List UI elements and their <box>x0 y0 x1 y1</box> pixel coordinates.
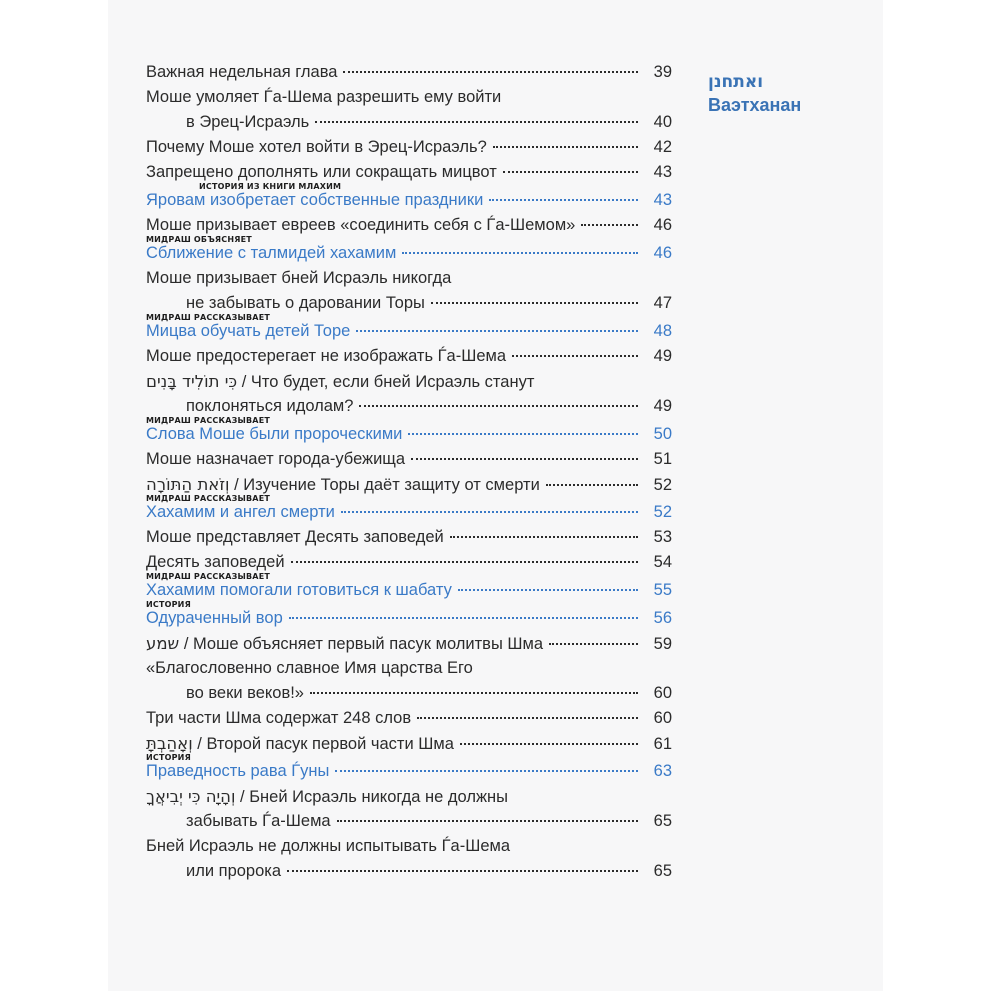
entry-title: / Изучение Торы даёт защиту от смерти <box>229 476 540 494</box>
toc-entry[interactable] <box>146 753 672 784</box>
page-number: 46 <box>653 244 672 262</box>
entry-title: Одураченный вор <box>146 609 283 627</box>
entry-title: / Что будет, если бней Исраэль станут <box>237 373 535 391</box>
entry-line <box>146 241 672 266</box>
entry-line <box>146 135 672 160</box>
leader-dots <box>458 589 638 591</box>
entry-title: не забывать о даровании Торы <box>186 294 425 312</box>
leader-dots <box>291 561 638 563</box>
page-number: 43 <box>653 163 672 181</box>
entry-kicker: ИСТОРИЯ ИЗ КНИГИ МЛАХИМ <box>199 182 342 191</box>
entry-kicker: МИДРАШ РАССКАЗЫВАЕТ <box>146 494 271 503</box>
page-number: 65 <box>653 812 672 830</box>
entry-title: Важная недельная глава <box>146 63 338 81</box>
entry-title: / Бней Исраэль никогда не должны <box>235 788 508 806</box>
entry-line <box>146 319 672 344</box>
leader-dots <box>549 643 638 645</box>
leader-dots <box>431 302 638 304</box>
entry-line <box>146 344 672 369</box>
toc-entry[interactable] <box>146 182 672 213</box>
entry-title: Бней Исраэль не должны испытывать Ѓа-Шема <box>146 837 511 855</box>
page-number: 53 <box>653 528 672 546</box>
leader-dots <box>493 146 638 148</box>
toc-entry[interactable] <box>146 235 672 266</box>
entry-title: Яровам изобретает собственные праздники <box>146 191 484 209</box>
leader-dots <box>335 770 638 772</box>
entry-line <box>146 681 672 706</box>
leader-dots <box>337 820 638 822</box>
toc-entry[interactable] <box>146 313 672 344</box>
entry-title: Хахамим помогали готовиться к шабату <box>146 581 452 599</box>
leader-dots <box>343 71 638 73</box>
toc-entry[interactable] <box>146 60 672 85</box>
entry-title: «Благословенно славное Имя царства Его <box>146 659 473 677</box>
page-number: 46 <box>653 216 672 234</box>
entry-line <box>146 525 672 550</box>
leader-dots <box>359 405 638 407</box>
page-number: 63 <box>653 762 672 780</box>
entry-line <box>146 60 672 85</box>
page-number: 47 <box>653 294 672 312</box>
entry-line <box>146 110 672 135</box>
toc-entry[interactable] <box>146 266 672 316</box>
hebrew-phrase: וְזֹאת הַתּוֹרָה <box>146 475 230 494</box>
entry-title: забывать Ѓа-Шема <box>186 812 331 830</box>
page-number: 61 <box>653 735 672 753</box>
entry-title: / Моше объясняет первый пасук молитвы Шма <box>179 635 544 653</box>
hebrew-phrase: וְהָיָה כִּי יְבִיאֲךָ <box>146 787 236 806</box>
page-number: 56 <box>653 609 672 627</box>
leader-dots <box>356 330 638 332</box>
leader-dots <box>512 355 638 357</box>
hebrew-phrase: כִּי תוֹלִיד בָּנִים <box>146 372 238 391</box>
entry-line <box>146 784 672 809</box>
entry-line <box>146 631 672 656</box>
page-number: 39 <box>653 63 672 81</box>
page-number: 42 <box>653 138 672 156</box>
entry-title: Хахамим и ангел смерти <box>146 503 335 521</box>
page-number: 50 <box>653 425 672 443</box>
hebrew-phrase: שמע <box>146 634 180 653</box>
page-number: 60 <box>653 684 672 702</box>
entry-title: Моше призывает евреев «соединить себя с Ѓа-Шемом» <box>146 216 576 234</box>
toc-entry[interactable] <box>146 784 672 834</box>
entry-title: Десять заповедей <box>146 553 285 571</box>
entry-title: или пророка <box>186 862 282 880</box>
page-number: 49 <box>653 347 672 365</box>
entry-line <box>146 759 672 784</box>
toc-entry[interactable] <box>146 416 672 447</box>
leader-dots <box>417 717 638 719</box>
page-number: 51 <box>653 450 672 468</box>
toc-entry[interactable] <box>146 572 672 603</box>
leader-dots <box>503 171 638 173</box>
leader-dots <box>411 458 638 460</box>
page-number: 54 <box>653 553 672 571</box>
toc-entry[interactable] <box>146 369 672 419</box>
leader-dots <box>581 224 638 226</box>
entry-title: Моше назначает города-убежища <box>146 450 406 468</box>
toc-entry[interactable] <box>146 447 672 472</box>
entry-kicker: МИДРАШ РАССКАЗЫВАЕТ <box>146 313 271 322</box>
leader-dots <box>287 870 638 872</box>
entry-line <box>146 706 672 731</box>
entry-line <box>146 656 672 681</box>
entry-line <box>146 369 672 394</box>
entry-title: Мицва обучать детей Торе <box>146 322 351 340</box>
entry-line <box>146 606 672 631</box>
toc-entry[interactable] <box>146 525 672 550</box>
leader-dots <box>341 511 638 513</box>
chapter-title-hebrew: ואתחנן <box>708 72 764 92</box>
toc-entry[interactable] <box>146 631 672 656</box>
entry-line <box>146 422 672 447</box>
entry-kicker: ИСТОРИЯ <box>146 600 191 609</box>
entry-line <box>146 834 672 859</box>
leader-dots <box>310 692 638 694</box>
page-number: 49 <box>653 397 672 415</box>
entry-kicker: МИДРАШ РАССКАЗЫВАЕТ <box>146 572 271 581</box>
entry-title: Моше представляет Десять заповедей <box>146 528 444 546</box>
page-number: 40 <box>653 113 672 131</box>
entry-line <box>146 447 672 472</box>
leader-dots <box>450 536 638 538</box>
leader-dots <box>402 252 638 254</box>
entry-title: Запрещено дополнять или сокращать мицвот <box>146 163 497 181</box>
leader-dots <box>489 199 638 201</box>
page-number: 52 <box>653 503 672 521</box>
entry-line <box>146 85 672 110</box>
entry-kicker: ИСТОРИЯ <box>146 753 191 762</box>
entry-title: Три части Шма содержат 248 слов <box>146 709 412 727</box>
entry-title: во веки веков!» <box>186 684 304 702</box>
leader-dots <box>408 433 638 435</box>
page-number: 60 <box>653 709 672 727</box>
toc-entry[interactable] <box>146 85 672 135</box>
toc-entry[interactable] <box>146 600 672 631</box>
entry-title: Моше умоляет Ѓа-Шема разрешить ему войти <box>146 88 502 106</box>
toc-entry[interactable] <box>146 834 672 884</box>
entry-title: / Второй пасук первой части Шма <box>192 735 454 753</box>
leader-dots <box>289 617 638 619</box>
entry-title: в Эрец-Исраэль <box>186 113 310 131</box>
page-number: 52 <box>653 476 672 494</box>
chapter-title-russian: Ваэтханан <box>708 95 802 115</box>
entry-kicker: МИДРАШ ОБЪЯСНЯЕТ <box>146 235 252 244</box>
entry-title: Моше предостерегает не изображать Ѓа-Шема <box>146 347 507 365</box>
page-number: 55 <box>653 581 672 599</box>
page-number: 65 <box>653 862 672 880</box>
entry-line <box>146 500 672 525</box>
page-number: 48 <box>653 322 672 340</box>
toc-entry[interactable] <box>146 656 672 706</box>
entry-title: поклоняться идолам? <box>186 397 354 415</box>
page-number: 43 <box>653 191 672 209</box>
toc-entry[interactable] <box>146 494 672 525</box>
toc-entry[interactable] <box>146 344 672 369</box>
entry-title: Сближение с талмидей хахамим <box>146 244 397 262</box>
entry-line <box>146 809 672 834</box>
entry-kicker: МИДРАШ РАССКАЗЫВАЕТ <box>146 416 271 425</box>
entry-title: Слова Моше были пророческими <box>146 425 403 443</box>
entry-title: Праведность рава Ѓуны <box>146 762 330 780</box>
toc-entry[interactable] <box>146 135 672 160</box>
page-number: 59 <box>653 635 672 653</box>
entry-line <box>146 859 672 884</box>
leader-dots <box>460 743 638 745</box>
entry-line <box>146 266 672 291</box>
chapter-heading <box>708 70 818 116</box>
leader-dots <box>546 484 638 486</box>
leader-dots <box>315 121 638 123</box>
entry-title: Почему Моше хотел войти в Эрец-Исраэль? <box>146 138 487 156</box>
entry-title: Моше призывает бней Исраэль никогда <box>146 269 452 287</box>
toc-entry[interactable] <box>146 706 672 731</box>
entry-line <box>146 188 672 213</box>
table-of-contents <box>146 60 672 884</box>
hebrew-phrase: וְאָהַבְתָּ <box>146 734 193 753</box>
